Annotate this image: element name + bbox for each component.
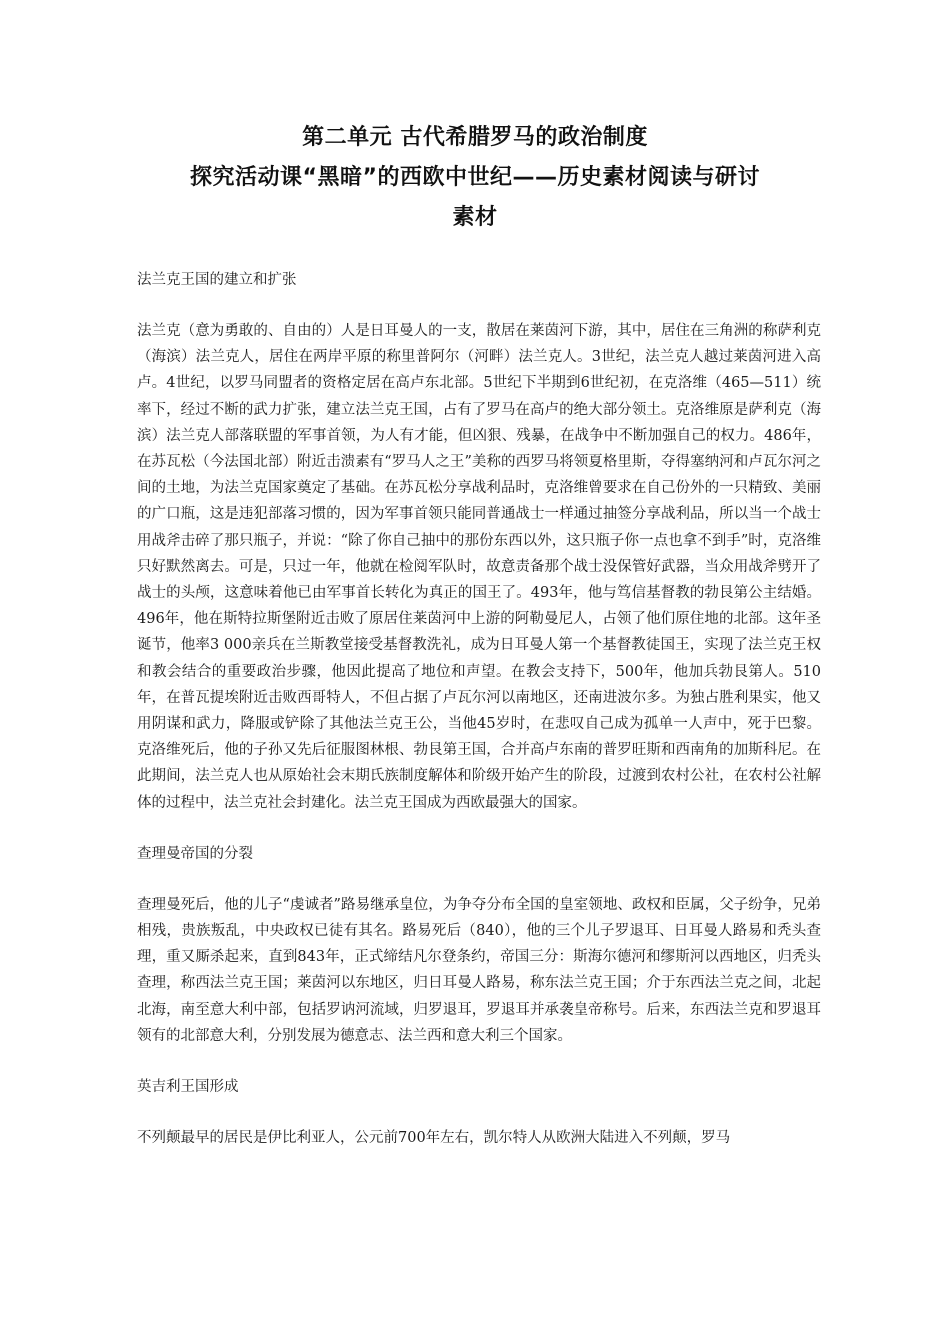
document-body [137, 267, 821, 1176]
paragraph-english-kingdom: 不列颠最早的居民是伊比利亚人，公元前700年左右，凯尔特人从欧洲大陆进入不列颠，罗马 [137, 1130, 731, 1147]
paragraph-frankish-kingdom: 法兰克（意为勇敢的、自由的）人是日耳曼人的一支，散居在莱茵河下游，其中，居住在三角洲的称萨利克（海滨）法兰克人，居住在两岸平原的称里普阿尔（河畔）法兰克人。3世纪，法兰克人越过莱茵河进入高卢。4世纪，以罗马同盟者的资格定居在高卢东北部。5世纪下半期到6世纪初，在克洛维（465—511）统率下，经过不断的武力扩张，建立法兰克王国，占有了罗马在高卢的绝大部分领土。克洛维原是萨利克（海滨）法兰克人部落联盟的军事首领，为人有才能，但凶狠、残暴，在战争中不断加强自己的权力。486年，在苏瓦松（今法国北部）附近击溃素有“罗马人之王”美称的西罗马将领夏格里斯，夺得塞纳河和卢瓦尔河之间的土地，为法兰克国家奠定了基础。在苏瓦松分享战利品时，克洛维曾要求在自己份外的一只精致、美丽的广口瓶，这是违犯部落习惯的，因为军事首领只能同普通战士一样通过抽签分享战利品，所以当一个战士用战斧击碎了那只瓶子，并说：“除了你自己抽中的那份东西以外，这只瓶子你一点也拿不到手”时，克洛维只好默然离去。可是，只过一年，他就在检阅军队时，故意责备那个战士没保管好武器，当众用战斧劈开了战士的头颅，这意味着他已由军事首长转化为真正的国王了。493年，他与笃信基督教的勃艮第公主结婚。496年，他在斯特拉斯堡附近击败了原居住莱茵河中上游的阿勒曼尼人，占领了他们原住地的北部。这年圣诞节，他率3 000亲兵在兰斯教堂接受基督教洗礼，成为日耳曼人第一个基督教徒国王，实现了法兰克王权和教会结合的重要政治步骤，他因此提高了地位和声望。在教会支持下，500年，他加兵勃艮第人。510年，在普瓦提埃附近击败西哥特人，不但占据了卢瓦尔河以南地区，还南进波尔多。为独占胜利果实，他又用阴谋和武力，降服或铲除了其他法兰克王公，当他45岁时，在悲叹自己成为孤单一人声中，死于巴黎。克洛维死后，他的子孙又先后征服图林根、勃艮第王国，合并高卢东南的普罗旺斯和西南角的加斯科尼。在此期间，法兰克人也从原始社会末期氏族制度解体和阶级开始产生的阶段，过渡到农村公社，在农村公社解体的过程中，法兰克社会封建化。法兰克王国成为西欧最强大的国家。 [137, 323, 822, 811]
section-heading-frankish-kingdom: 法兰克王国的建立和扩张 [137, 272, 297, 288]
title-line-activity: 探究活动课“黑暗”的西欧中世纪——历史素材阅读与研讨 [190, 165, 760, 190]
title-line-material: 素材 [452, 205, 498, 230]
title-line-unit: 第二单元 古代希腊罗马的政治制度 [302, 125, 648, 150]
document-title [0, 118, 950, 238]
section-heading-english-kingdom: 英吉利王国形成 [137, 1079, 239, 1096]
section-heading-charlemagne-empire: 查理曼帝国的分裂 [137, 845, 253, 862]
paragraph-charlemagne-empire: 查理曼死后，他的儿子“虔诚者”路易继承皇位，为争夺分布全国的皇室领地、政权和臣属，父子纷争，兄弟相残，贵族叛乱，中央政权已徒有其名。路易死后（840），他的三个儿子罗退耳、日耳曼人路易和秃头查理，重又厮杀起来，直到843年，正式缔结凡尔登条约，帝国三分：斯海尔德河和缪斯河以西地区，归秃头查理，称西法兰克王国；莱茵河以东地区，归日耳曼人路易，称东法兰克王国；介于东西法兰克之间，北起北海，南至意大利中部，包括罗讷河流域，归罗退耳，罗退耳并承袭皇帝称号。后来，东西法兰克和罗退耳领有的北部意大利，分别发展为德意志、法兰西和意大利三个国家。 [137, 896, 822, 1044]
